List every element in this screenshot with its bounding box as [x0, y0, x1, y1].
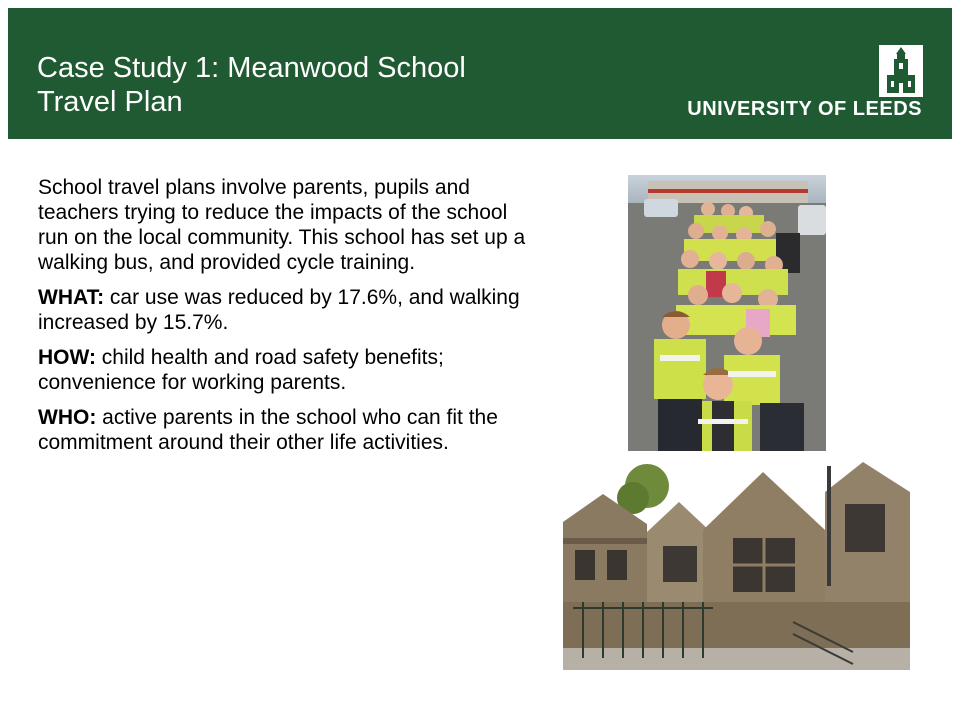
- tower-icon: [879, 45, 923, 97]
- intro-paragraph: School travel plans involve parents, pupils and teachers trying to reduce the impacts of the school run on the local community. This school has set up a walking bus, and provided cycle training.: [38, 176, 526, 274]
- school-building-photo: [563, 452, 910, 670]
- slide-body: [38, 175, 538, 465]
- who-paragraph: [38, 405, 538, 455]
- university-logo-text: UNIVERSITY OF LEEDS: [687, 98, 922, 120]
- how-paragraph: [38, 345, 538, 395]
- who-label: WHO:: [38, 406, 97, 429]
- how-text: child health and road safety benefits; convenience for working parents.: [38, 346, 444, 394]
- what-paragraph: [38, 285, 538, 335]
- slide-title-line1: Case Study 1: Meanwood School: [37, 52, 466, 84]
- how-label: HOW:: [38, 346, 96, 369]
- who-text: active parents in the school who can fit the commitment around their other life activities.: [38, 406, 498, 454]
- slide-title-line2: Travel Plan: [37, 86, 183, 118]
- what-label: WHAT:: [38, 286, 105, 309]
- what-text: car use was reduced by 17.6%, and walking increased by 15.7%.: [38, 286, 520, 334]
- walking-bus-photo: [628, 175, 826, 451]
- slide-header: [8, 8, 952, 139]
- slide-title: [37, 51, 597, 119]
